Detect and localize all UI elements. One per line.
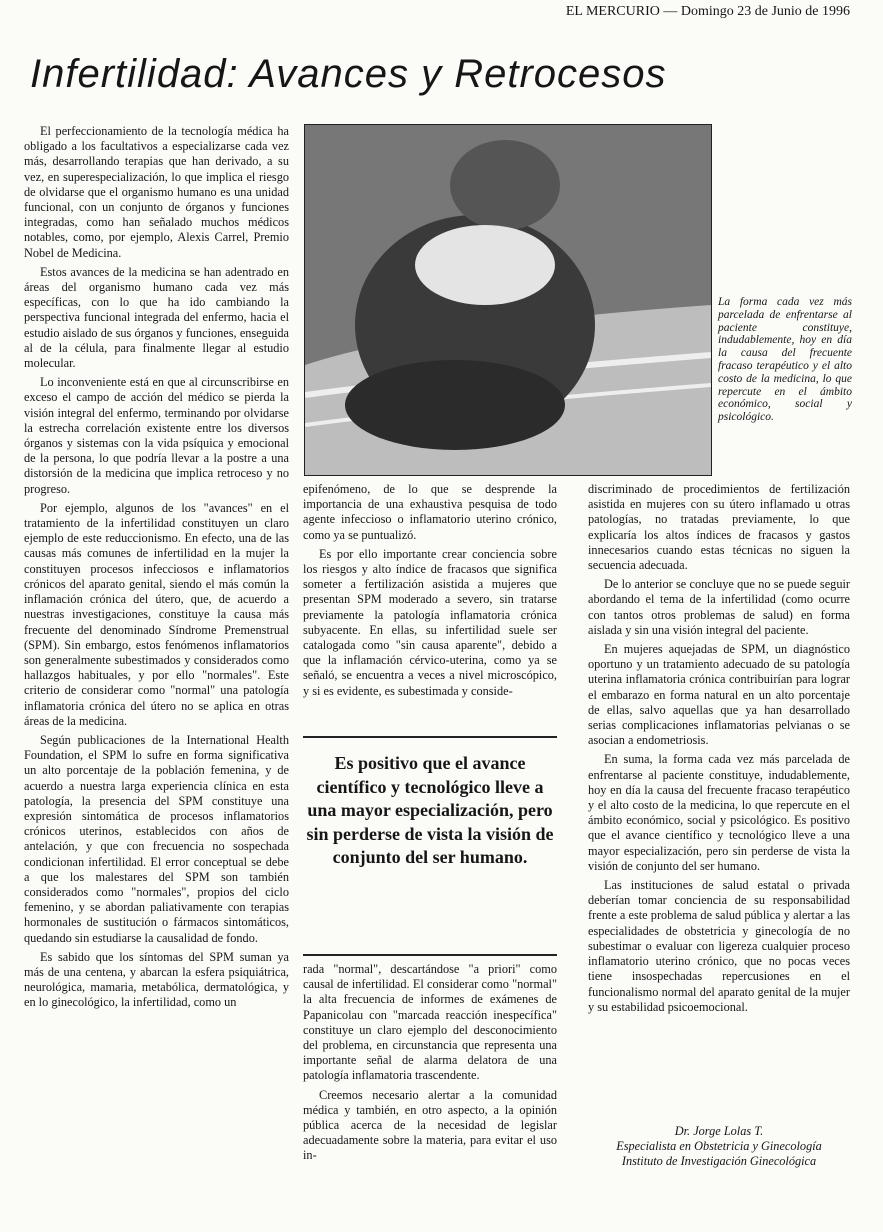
paragraph: En mujeres aquejadas de SPM, un diagnóstico oportuno y un tratamiento adecuado de su patología uterina inflamatoria crónica contribuirían para lograr el embarazo en forma natural en un alto porcentaje de ellas, salvo aquellas que ya han desarrollado serias complicaciones inflamatorias pelvianas o se asocian a endometriosis.	[588, 642, 850, 748]
paragraph: En suma, la forma cada vez más parcelada de enfrentarse al paciente constituye, indudablemente, hoy en día la causa del frecuente fracaso terapéutico y el alto costo de la medicina, lo que repercute en el ámbito económico, social y psicológico. Es positivo que el avance científico y tecnológico lleve a una mayor especialización, pero sin perderse de vista la visión de conjunto del ser humano.	[588, 752, 850, 873]
paragraph: Creemos necesario alertar a la comunidad médica y también, en otro aspecto, a la opinión pública acerca de la necesidad de legislar adecuadamente sobre la materia, para evitar el uso in-	[303, 1087, 557, 1163]
author-institution: Instituto de Investigación Ginecológica	[621, 1154, 817, 1169]
author-title: Especialista en Obstetricia y Ginecología	[616, 1139, 822, 1154]
article-column-3	[588, 482, 850, 1019]
article-photo	[304, 124, 712, 476]
photo-caption: La forma cada vez más parcelada de enfrentarse al paciente constituye, indudablemente, hoy en día la causa del frecuente fracaso terapéutico y el alto costo de la medicina, lo que repercute en el ámbito económico, social y psicológico.	[718, 296, 852, 424]
masthead: EL MERCURIO — Domingo 23 de Junio de 1996	[565, 4, 850, 19]
paragraph: epifenómeno, de lo que se desprende la importancia de una exhaustiva pesquisa de todo agente infeccioso o inflamatorio uterino crónico, como ya se puntualizó.	[303, 482, 557, 542]
paragraph: Es sabido que los síntomas del SPM suman ya más de una centena, y abarcan la esfera psiquiátrica, neurológica, mamaria, metabólica, dermatológica, y en lo ginecológico, la infertilidad, como un	[24, 949, 289, 1010]
author-name: Dr. Jorge Lolas T.	[674, 1124, 764, 1138]
paragraph: El perfeccionamiento de la tecnología médica ha obligado a los facultativos a especializarse cada vez más, desarrollando terapias que han derivado, a su vez, en superespecialización, lo que implica el riesgo de olvidarse que el organismo humano es una unidad funcional, con un conjunto de órganos y funciones integradas, como han señalado muchos médicos notables, como, por ejemplo, Alexis Carrel, Premio Nobel de Medicina.	[24, 124, 289, 260]
pull-quote: Es positivo que el avance científico y tecnológico lleve a una mayor especialización, pero sin perderse de vista la visión de conjunto del ser humano.	[303, 736, 557, 956]
headline: Infertilidad: Avances y Retrocesos	[30, 52, 667, 96]
paragraph: Las instituciones de salud estatal o privada deberían tomar conciencia de su responsabilidad frente a este problema de salud pública y alertar a las especialidades de obstetricia y ginecología de no subestimar o evaluar con ligereza cualquier proceso inflamatorio uterino crónico, que no pocas veces tiene insospechadas repercusiones en el funcionalismo normal del aparato genital de la mujer y su estabilidad psicoemocional.	[588, 878, 850, 1014]
article-column-2-top	[303, 482, 557, 703]
paragraph: De lo anterior se concluye que no se puede seguir abordando el tema de la infertilidad (como ocurre con tantos otros problemas de salud) en forma aislada y sin una visión integral del paciente.	[588, 577, 850, 637]
article-column-1	[24, 124, 289, 1015]
paragraph: Estos avances de la medicina se han adentrado en áreas del organismo humano cada vez más específicas, con lo que ha ido cambiando la perspectiva funcional integrada del enfermo, hacia el estudio aislado de sus órganos y funciones, enseguida al de la célula, para finalmente llegar al estudio molecular.	[24, 264, 289, 371]
article-column-2-bottom	[303, 962, 557, 1168]
paragraph: Es por ello importante crear conciencia sobre los riesgos y alto índice de fracasos que significa someter a fertilización asistida a mujeres que presentan SPM moderado a severo, sin tratarse previamente la patología inflamatoria crónica subyacente. En ellas, su infertilidad suele ser catalogada como "sin causa aparente", debido a que la inflamación cérvico-uterina, como ya se señaló, se encuentra a veces a nivel microscópico, y si es evidente, es subestimada y conside-	[303, 546, 557, 698]
paragraph: Lo inconveniente está en que al circunscribirse en exceso el campo de acción del médico se pierda la visión integral del enfermo, terminando por olvidarse la estrecha correlación existente entre los diversos órganos y sistemas con la vida psíquica y emocional de la persona, lo que podría llevar a la postre a una distorsión de la medicina que implica retroceso y no progreso.	[24, 375, 289, 496]
paragraph: rada "normal", descartándose "a priori" como causal de infertilidad. El considerar como "normal" la alta frecuencia de informes de exámenes de Papanicolau con "marcada reacción inespecífica" constituye un claro ejemplo del desconocimiento del problema, en circunstancia que representa una importante señal de alarma delatora de una patología inflamatoria trascendente.	[303, 962, 557, 1083]
photo-illustration	[305, 125, 711, 475]
paragraph: discriminado de procedimientos de fertilización asistida en mujeres con su útero inflamado u otras patologías, no tratadas previamente, lo que explicaría los altos índices de fracasos y gastos innecesarios cuando estas técnicas no siguen la secuencia adecuada.	[588, 482, 850, 573]
paragraph: Según publicaciones de la International Health Foundation, el SPM lo sufre en forma significativa un alto porcentaje de la población femenina, y de acuerdo a nuestra larga experiencia clínica en esta patología, la presencia del SPM constituye una expresión sintomática de procesos inflamatorios crónicos uterinos, establecidos con años de antelación, y que con frecuencia no sospechada condicionan infertilidad. El error conceptual se debe a que los malestares del SPM son también considerados como "normales", propios del ciclo femenino, y se abordan paliativamente con terapias hormonales de sustitución o fármacos sintomáticos, quedando sin estudiarse la causalidad de fondo.	[24, 732, 289, 945]
paragraph: Por ejemplo, algunos de los "avances" en el tratamiento de la infertilidad constituyen un claro ejemplo de este reduccionismo. En efecto, una de las causas más comunes de infertilidad en la mujer la constituyen procesos infecciosos e inflamatorios crónicos del aparato genital, siendo el más común la inflamación crónica del útero, que, de acuerdo a nuestras investigaciones, constituye la causa más frecuente del denominado Síndrome Premenstrual (SPM). Sin embargo, estos fenómenos inflamatorios son generalmente subestimados y considerados como hallazgos habituales, y por ello "normales". Este criterio de considerar como "normal" una patología inflamatoria crónica del útero no se aplica en otras áreas de la medicina.	[24, 500, 289, 728]
author-signature	[588, 1124, 850, 1170]
